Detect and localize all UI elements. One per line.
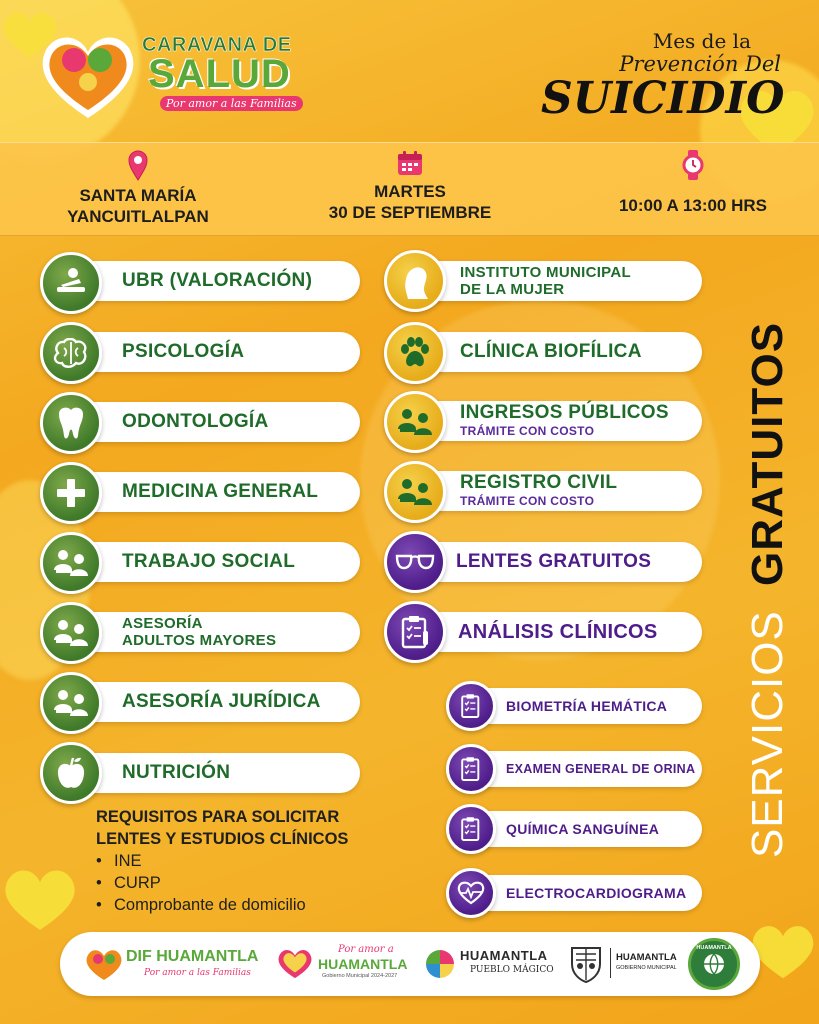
service-label: UBR (VALORACIÓN)	[122, 270, 313, 291]
services-vertical-title	[743, 321, 792, 859]
medical-cross-icon	[40, 462, 102, 524]
calendar-icon	[396, 149, 424, 177]
brain-icon	[40, 322, 102, 384]
tooth-icon	[40, 392, 102, 454]
requirement-item: • CURP	[96, 872, 348, 894]
logo-line2: SALUD	[148, 52, 291, 96]
location-line2: YANCUITLALPAN	[67, 207, 209, 226]
gobierno-small: Gobierno Municipal 2024-2027	[322, 973, 398, 979]
pueblo-line2: PUEBLO MÁGICO	[470, 965, 554, 975]
service-label-line2: ADULTOS MAYORES	[122, 632, 277, 649]
service-label: ANÁLISIS CLÍNICOS	[458, 620, 658, 643]
family-heart-icon	[84, 946, 124, 982]
service-label: ASESORÍA JURÍDICA	[122, 691, 321, 712]
pueblo-line1: HUAMANTLA	[460, 948, 548, 963]
people-desk-icon	[384, 461, 446, 523]
apple-icon	[40, 742, 102, 804]
time-info	[598, 149, 788, 216]
heart-logo-icon	[276, 946, 314, 980]
location-info	[48, 149, 228, 227]
logo-line1: CARAVANA DE	[142, 34, 292, 56]
service-label-line2: DE LA MUJER	[460, 281, 565, 298]
gobierno-municipal-logo	[568, 942, 678, 986]
date-line2: 30 DE SEPTIEMBRE	[328, 203, 492, 222]
dif-huamantla-logo	[84, 944, 260, 984]
footer-logos-bar	[60, 932, 760, 996]
vertical-title-light: SERVICIOS	[743, 610, 792, 859]
logo-tagline: Por amor a las Familias	[160, 96, 303, 111]
globe-icon	[702, 952, 726, 976]
service-label: MEDICINA GENERAL	[122, 481, 319, 502]
people-desk-icon	[40, 672, 102, 734]
dif-name: DIF HUAMANTLA	[126, 948, 259, 965]
paw-icon	[384, 322, 446, 384]
service-label: ELECTROCARDIOGRAMA	[506, 885, 687, 901]
service-label: CLÍNICA BIOFÍLICA	[460, 341, 642, 362]
service-cost-note: TRÁMITE CON COSTO	[460, 424, 595, 438]
clipboard-icon	[446, 744, 496, 794]
requirements-title-line2: LENTES Y ESTUDIOS CLÍNICOS	[96, 830, 349, 848]
therapy-icon	[40, 252, 102, 314]
clipboard-icon	[446, 804, 496, 854]
service-label: NUTRICIÓN	[122, 762, 231, 783]
watch-icon	[681, 149, 705, 181]
service-label-line1: INSTITUTO MUNICIPAL	[460, 264, 631, 281]
requirements-title-line1: REQUISITOS PARA SOLICITAR	[96, 808, 340, 826]
municipal-line2: GOBIERNO MUNICIPAL	[616, 965, 677, 971]
service-label: PSICOLOGÍA	[122, 341, 245, 362]
service-label: TRABAJO SOCIAL	[122, 551, 296, 572]
pinwheel-icon	[424, 948, 456, 980]
pueblo-magico-logo	[424, 944, 554, 984]
requirements-section	[96, 806, 348, 916]
vertical-title-bold: GRATUITOS	[743, 321, 792, 586]
service-label	[460, 401, 669, 441]
heart-decoration-icon	[748, 912, 818, 992]
gobierno-huamantla-logo	[276, 942, 406, 986]
time-text: 10:00 A 13:00 HRS	[618, 196, 768, 215]
family-heart-icon	[36, 26, 140, 122]
service-label: BIOMETRÍA HEMÁTICA	[506, 698, 668, 714]
huamantla-seal-logo	[688, 938, 740, 990]
heart-pulse-icon	[446, 868, 496, 918]
clipboard-icon	[446, 681, 496, 731]
dif-tagline: Por amor a las Familias	[144, 968, 251, 978]
campaign-line3: SUICIDIO	[541, 73, 785, 124]
service-label	[460, 261, 631, 301]
heart-decoration-icon	[0, 860, 80, 940]
shield-crest-icon	[568, 944, 604, 984]
municipal-line1: HUAMANTLA	[616, 952, 677, 963]
seal-text: HUAMANTLA	[696, 945, 732, 951]
location-pin-icon	[127, 149, 149, 181]
gobierno-line2: HUAMANTLA	[318, 956, 408, 972]
people-desk-icon	[40, 602, 102, 664]
people-desk-icon	[384, 391, 446, 453]
gobierno-line1: Por amor a	[338, 944, 394, 955]
campaign-line2: Prevención Del	[619, 52, 781, 76]
service-label: QUÍMICA SANGUÍNEA	[506, 821, 660, 837]
glasses-icon	[384, 531, 446, 593]
campaign-line1: Mes de la	[652, 29, 751, 53]
service-label	[122, 612, 276, 652]
caravana-salud-logo	[36, 26, 316, 122]
service-label: ODONTOLOGÍA	[122, 411, 269, 432]
divider-line	[610, 948, 611, 978]
service-label	[460, 471, 617, 511]
clipboard-icon	[384, 601, 446, 663]
service-label-main: INGRESOS PÚBLICOS	[460, 402, 669, 423]
event-info-band	[0, 142, 819, 236]
woman-profile-icon	[384, 250, 446, 312]
service-cost-note: TRÁMITE CON COSTO	[460, 494, 595, 508]
location-line1: SANTA MARÍA	[79, 186, 197, 205]
date-line1: MARTES	[374, 182, 446, 201]
requirement-item: • INE	[96, 850, 348, 872]
requirement-item: • Comprobante de domicilio	[96, 894, 348, 916]
people-desk-icon	[40, 532, 102, 594]
service-label: EXAMEN GENERAL DE ORINA	[506, 762, 696, 776]
service-label-line1: ASESORÍA	[122, 615, 203, 632]
campaign-title	[541, 29, 785, 126]
service-label-main: REGISTRO CIVIL	[460, 472, 618, 493]
date-info	[300, 149, 520, 223]
service-label: LENTES GRATUITOS	[456, 551, 652, 572]
